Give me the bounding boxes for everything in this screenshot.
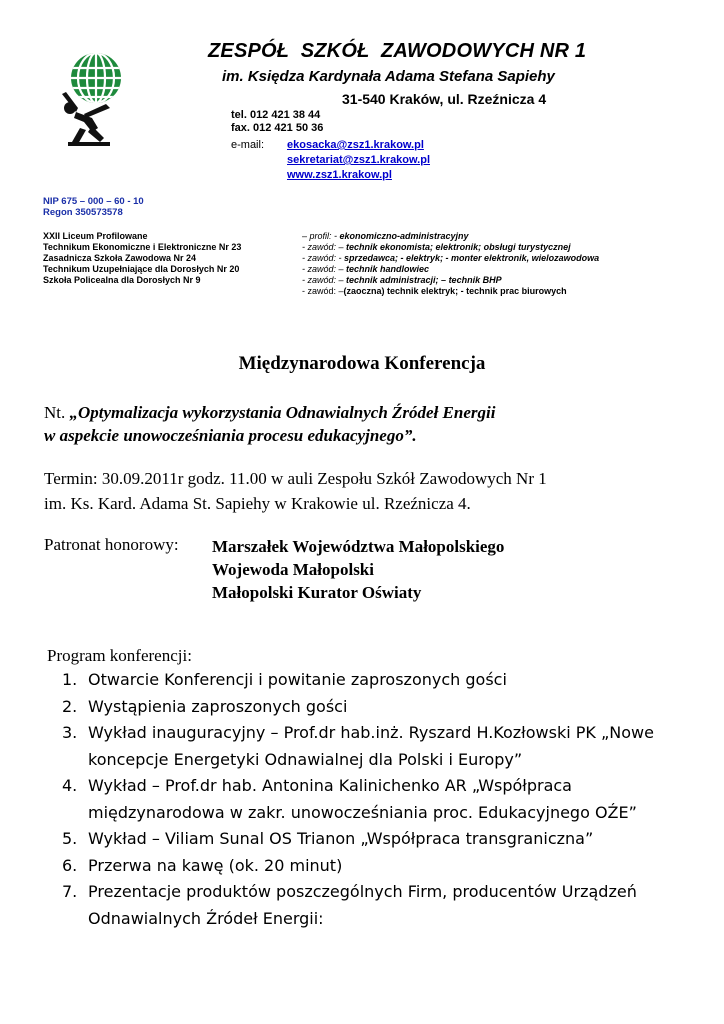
topic-line: w aspekcie unowocześniania procesu edukacyjnego”. (44, 426, 417, 445)
school-item: Szkoła Policealna dla Dorosłych Nr 9 (43, 275, 201, 285)
email-block (231, 138, 430, 183)
contact-block (231, 109, 323, 135)
profile-item: - zawód: – technik administracji; – technik BHP (302, 275, 502, 285)
school-item: Technikum Ekonomiczne i Elektroniczne Nr 23 (43, 242, 242, 252)
school-item: Technikum Uzupełniające dla Dorosłych Nr 20 (43, 264, 240, 274)
email-link-ekosacka[interactable]: ekosacka@zsz1.krakow.pl (287, 139, 424, 151)
schools-list (43, 231, 241, 286)
profile-item: - zawód: - sprzedawca; - elektryk; - monter elektronik, wielozawodowa (302, 253, 600, 263)
patronage-label: Patronat honorowy: (44, 535, 179, 554)
school-name: ZESPÓŁ SZKÓŁ ZAWODOWYCH NR 1 (208, 40, 587, 62)
profiles-list (302, 231, 599, 297)
program-label: Program konferencji: (47, 646, 192, 665)
school-item: XXII Liceum Profilowane (43, 231, 148, 241)
patron-item: Wojewoda Małopolski (212, 560, 374, 579)
conference-topic (44, 401, 495, 447)
email-label: e-mail: (231, 139, 265, 151)
topic-line: „Optymalizacja wykorzystania Odnawialnych Źródeł Energii (69, 403, 496, 422)
school-logo (48, 50, 148, 150)
tax-ids (43, 196, 144, 218)
nip: NIP 675 – 000 – 60 - 10 (43, 196, 144, 207)
program-item: 1. Otwarcie Konferencji i powitanie zaproszonych gości (62, 670, 507, 689)
school-address: 31-540 Kraków, ul. Rzeźnicza 4 (342, 91, 547, 107)
phone-number: tel. 012 421 38 44 (231, 109, 321, 121)
program-item: 3. Wykład inauguracyjny – Prof.dr hab.inż. Ryszard H.Kozłowski PK „Nowe koncepcje Energetyki Odnawialnej dla Polski i Europy” (62, 723, 654, 769)
patron-item: Marszałek Województwa Małopolskiego (212, 537, 505, 556)
termin-line: Termin: 30.09.2011r godz. 11.00 w auli Zespołu Szkół Zawodowych Nr 1 (44, 469, 547, 488)
profile-item: - zawód: –(zaoczna) technik elektryk; - technik prac biurowych (302, 286, 567, 296)
conference-date-place (44, 466, 694, 516)
atlas-globe-icon (48, 50, 148, 150)
program-item: 7. Prezentacje produktów poszczególnych Firm, producentów Urządzeń Odnawialnych Źródeł Energii: (62, 882, 637, 928)
patron-item: Małopolski Kurator Oświaty (212, 583, 422, 602)
profile-item: - zawód: – technik handlowiec (302, 264, 430, 274)
page-title: Międzynarodowa Konferencja (238, 353, 486, 374)
termin-line: im. Ks. Kard. Adama St. Sapiehy w Krakowie ul. Rzeźnicza 4. (44, 494, 471, 513)
program-item: 4. Wykład – Prof.dr hab. Antonina Kalinichenko AR „Współpraca międzynarodowa w zakr. unowocześniania proc. Edukacyjnego OŹE” (62, 776, 637, 822)
program-item: 2. Wystąpienia zaproszonych gości (62, 696, 348, 716)
email-link-sekretariat[interactable]: sekretariat@zsz1.krakow.pl (287, 154, 430, 166)
regon: Regon 350573578 (43, 207, 123, 218)
patronage-list (212, 535, 504, 604)
website-link[interactable]: www.zsz1.krakow.pl (287, 169, 392, 181)
school-item: Zasadnicza Szkoła Zawodowa Nr 24 (43, 253, 197, 263)
topic-prefix: Nt. (44, 403, 70, 422)
school-patron: im. Księdza Kardynała Adama Stefana Sapiehy (222, 68, 555, 85)
profile-item: – profil: - ekonomiczno-administracyjny (302, 231, 469, 241)
program-list (62, 667, 688, 932)
program-item: 5. Wykład – Viliam Sunal OS Trianon „Współpraca transgraniczna” (62, 829, 594, 848)
program-item: 6. Przerwa na kawę (ok. 20 minut) (62, 855, 343, 875)
profile-item: - zawód: – technik ekonomista; elektronik; obsługi turystycznej (302, 242, 571, 252)
fax-number: fax. 012 421 50 36 (231, 122, 324, 134)
